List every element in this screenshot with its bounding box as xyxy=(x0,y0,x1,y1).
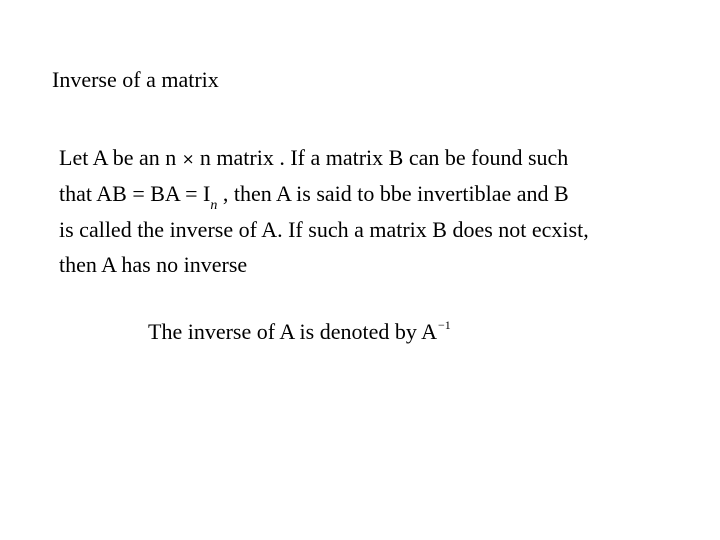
definition-line-4: then A has no inverse xyxy=(59,252,248,277)
identity-subscript: n xyxy=(210,198,218,213)
definition-line-1-start: Let A be an n xyxy=(59,145,182,170)
slide-title: Inverse of a matrix xyxy=(52,67,219,92)
definition-line-2-start: that AB = BA = I xyxy=(59,181,211,206)
inverse-superscript: −1 xyxy=(438,318,451,332)
definition-line-1-end: n matrix . If a matrix B can be found such xyxy=(194,145,569,170)
definition-line-3: is called the inverse of A. If such a matrix B does not ecxist, xyxy=(59,217,589,242)
definition-line-1 xyxy=(59,144,568,174)
inverse-notation-text: The inverse of A is denoted by A xyxy=(148,319,438,344)
times-symbol: × xyxy=(181,150,195,168)
definition-line-2-end: , then A is said to bbe invertiblae and B xyxy=(217,181,569,206)
inverse-notation xyxy=(148,318,451,349)
definition-line-2 xyxy=(59,180,569,212)
